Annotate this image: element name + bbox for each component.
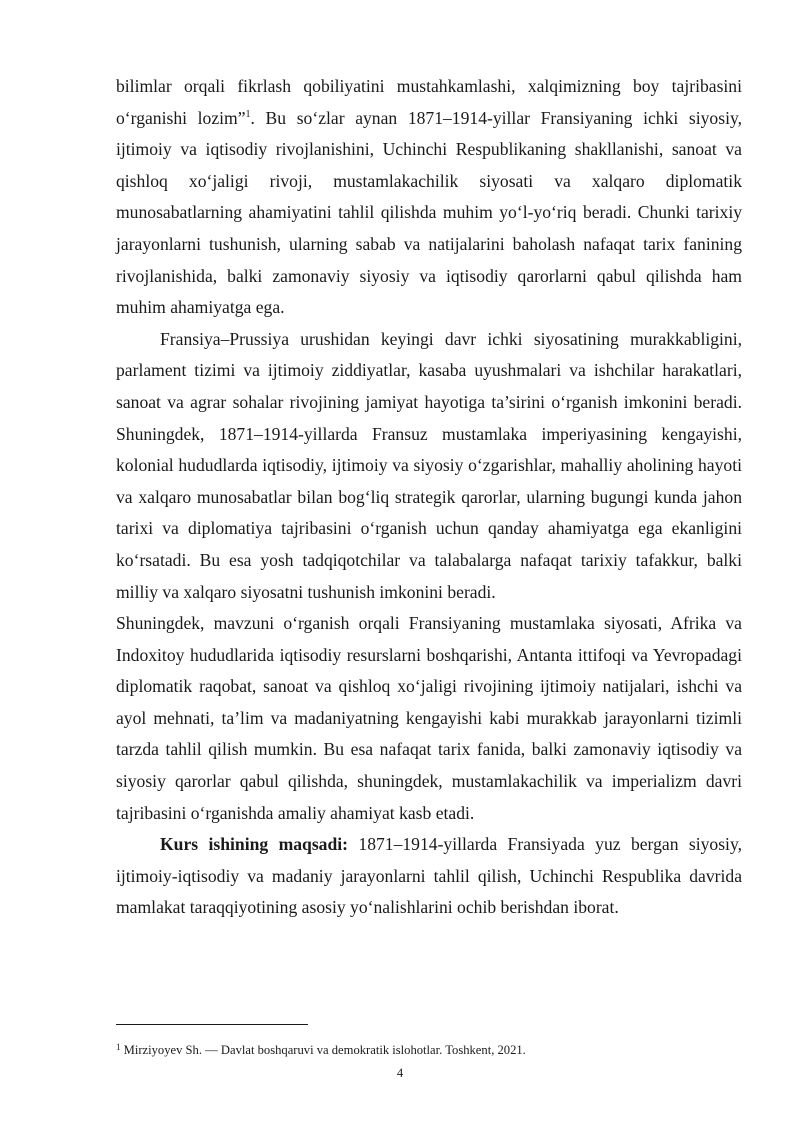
- footnote-text: Mirziyoyev Sh. — Davlat boshqaruvi va demokratik islohotlar. Toshkent, 2021.: [120, 1043, 526, 1057]
- paragraph-franco-prussian: Fransiya–Prussiya urushidan keyingi davr ichki siyosatining murakkabligini, parlament tizimi va ijtimoiy ziddiyatlar, kasaba uyushmalari va ishchilar harakatlari, sanoat va agrar sohalar rivojining jamiyat hayotiga ta’sirini o‘rganish imkonini beradi. Shuningdek, 1871–1914-yillarda Fransuz mustamlaka imperiyasining kengayishi, kolonial hududlarda iqtisodiy, ijtimoiy va siyosiy o‘zgarishlar, mahalliy aholining hayoti va xalqaro munosabatlar bilan bog‘liq strategik qarorlar, ularning bugungi kunda jahon tarixi va diplomatiya tajribasini o‘rganish uchun qanday ahamiyatga ega ekanligini ko‘rsatadi. Bu esa yosh tadqiqotchilar va talabalarga nafaqat tarixiy tafakkur, balki milliy va xalqaro siyosatni tushunish imkonini beradi.: [116, 328, 742, 602]
- paragraph-course-goal: [116, 829, 742, 924]
- footnote-separator: [116, 1024, 308, 1025]
- paragraph-text: . Bu so‘zlar aynan 1871–1914-yillar Fransiyaning ichki siyosiy, ijtimoiy va iqtisodiy rivojlanishini, Uchinchi Respublikaning shakllanishi, sanoat va qishloq xo‘jaligi rivoji, mustamlakachilik siyosati va xalqaro diplomatik munosabatlarning ahamiyatini tahlil qilishda muhim yo‘l-yo‘riq beradi. Chunki tarixiy jarayonlarni tushunish, ularning sabab va natijalarini baholash nafaqat tarix fanining rivojlanishida, balki zamonaviy siyosiy va iqtisodiy qarorlarni qabul qilishda ham muhim ahamiyatga ega.: [116, 107, 743, 318]
- page-number: 4: [396, 1066, 404, 1080]
- footnote-reference[interactable]: 1: [245, 108, 251, 120]
- paragraph-intro-continuation: [116, 71, 742, 324]
- document-body: [116, 71, 742, 924]
- footnote: [116, 1038, 742, 1059]
- paragraph-text: bilimlar orqali fikrlash qobiliyatini mustahkamlashi, xalqimizning boy tajribasini o‘rganishi lozim”: [116, 76, 742, 128]
- course-goal-label: Kurs ishining maqsadi:: [160, 834, 348, 855]
- paragraph-colonial-policy: Shuningdek, mavzuni o‘rganish orqali Fransiyaning mustamlaka siyosati, Afrika va Indoxitoy hududlarida iqtisodiy resurslarni boshqarishi, Antanta ittifoqi va Yevropadagi diplomatik raqobat, sanoat va qishloq xo‘jaligi rivojining ijtimoiy natijalari, ishchi va ayol mehnati, ta’lim va madaniyatning kengayishi kabi murakkab jarayonlarni tizimli tarzda tahlil qilish mumkin. Bu esa nafaqat tarix fanida, balki zamonaviy iqtisodiy va siyosiy qarorlar qabul qilishda, shuningdek, mustamlakachilik va imperializm davri tajribasini o‘rganishda amaliy ahamiyat kasb etadi.: [116, 613, 742, 823]
- footnote-number: 1: [116, 1042, 121, 1052]
- course-goal-text: 1871–1914-yillarda Fransiyada yuz bergan siyosiy, ijtimoiy-iqtisodiy va madaniy jarayonlarni tahlil qilish, Uchinchi Respublika davrida mamlakat taraqqiyotining asosiy yo‘nalishlarini ochib berishdan iborat.: [116, 834, 742, 918]
